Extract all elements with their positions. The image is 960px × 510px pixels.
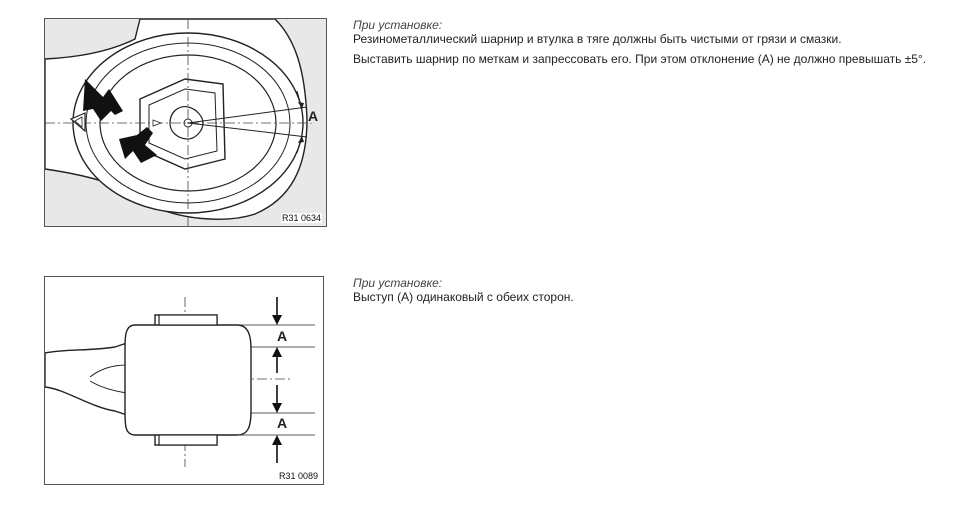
figure-bushing-protrusion (44, 276, 324, 485)
bushing-protrusion-drawing (45, 277, 323, 484)
figure-code: R31 0634 (281, 213, 321, 223)
label-a-top: A (277, 328, 288, 344)
section-heading: При установке: (353, 18, 443, 32)
label-a: A (308, 108, 319, 124)
instruction-paragraph: Выступ (A) одинаковый с обеих сторон. (353, 290, 574, 304)
figure-code: R31 0089 (278, 471, 318, 481)
instruction-paragraph: Резинометаллический шарнир и втулка в тяге должны быть чистыми от грязи и смазки. (353, 32, 842, 46)
instruction-paragraph: Выставить шарнир по меткам и запрессовать его. При этом отклонение (A) не должно превышать ±5°. (353, 52, 927, 66)
figure-joint-alignment (44, 18, 327, 227)
joint-alignment-drawing (45, 19, 326, 226)
label-a-bottom: A (277, 415, 288, 431)
section-heading: При установке: (353, 276, 443, 290)
instruction-block-2 (353, 276, 933, 310)
instruction-block-1 (353, 18, 933, 72)
